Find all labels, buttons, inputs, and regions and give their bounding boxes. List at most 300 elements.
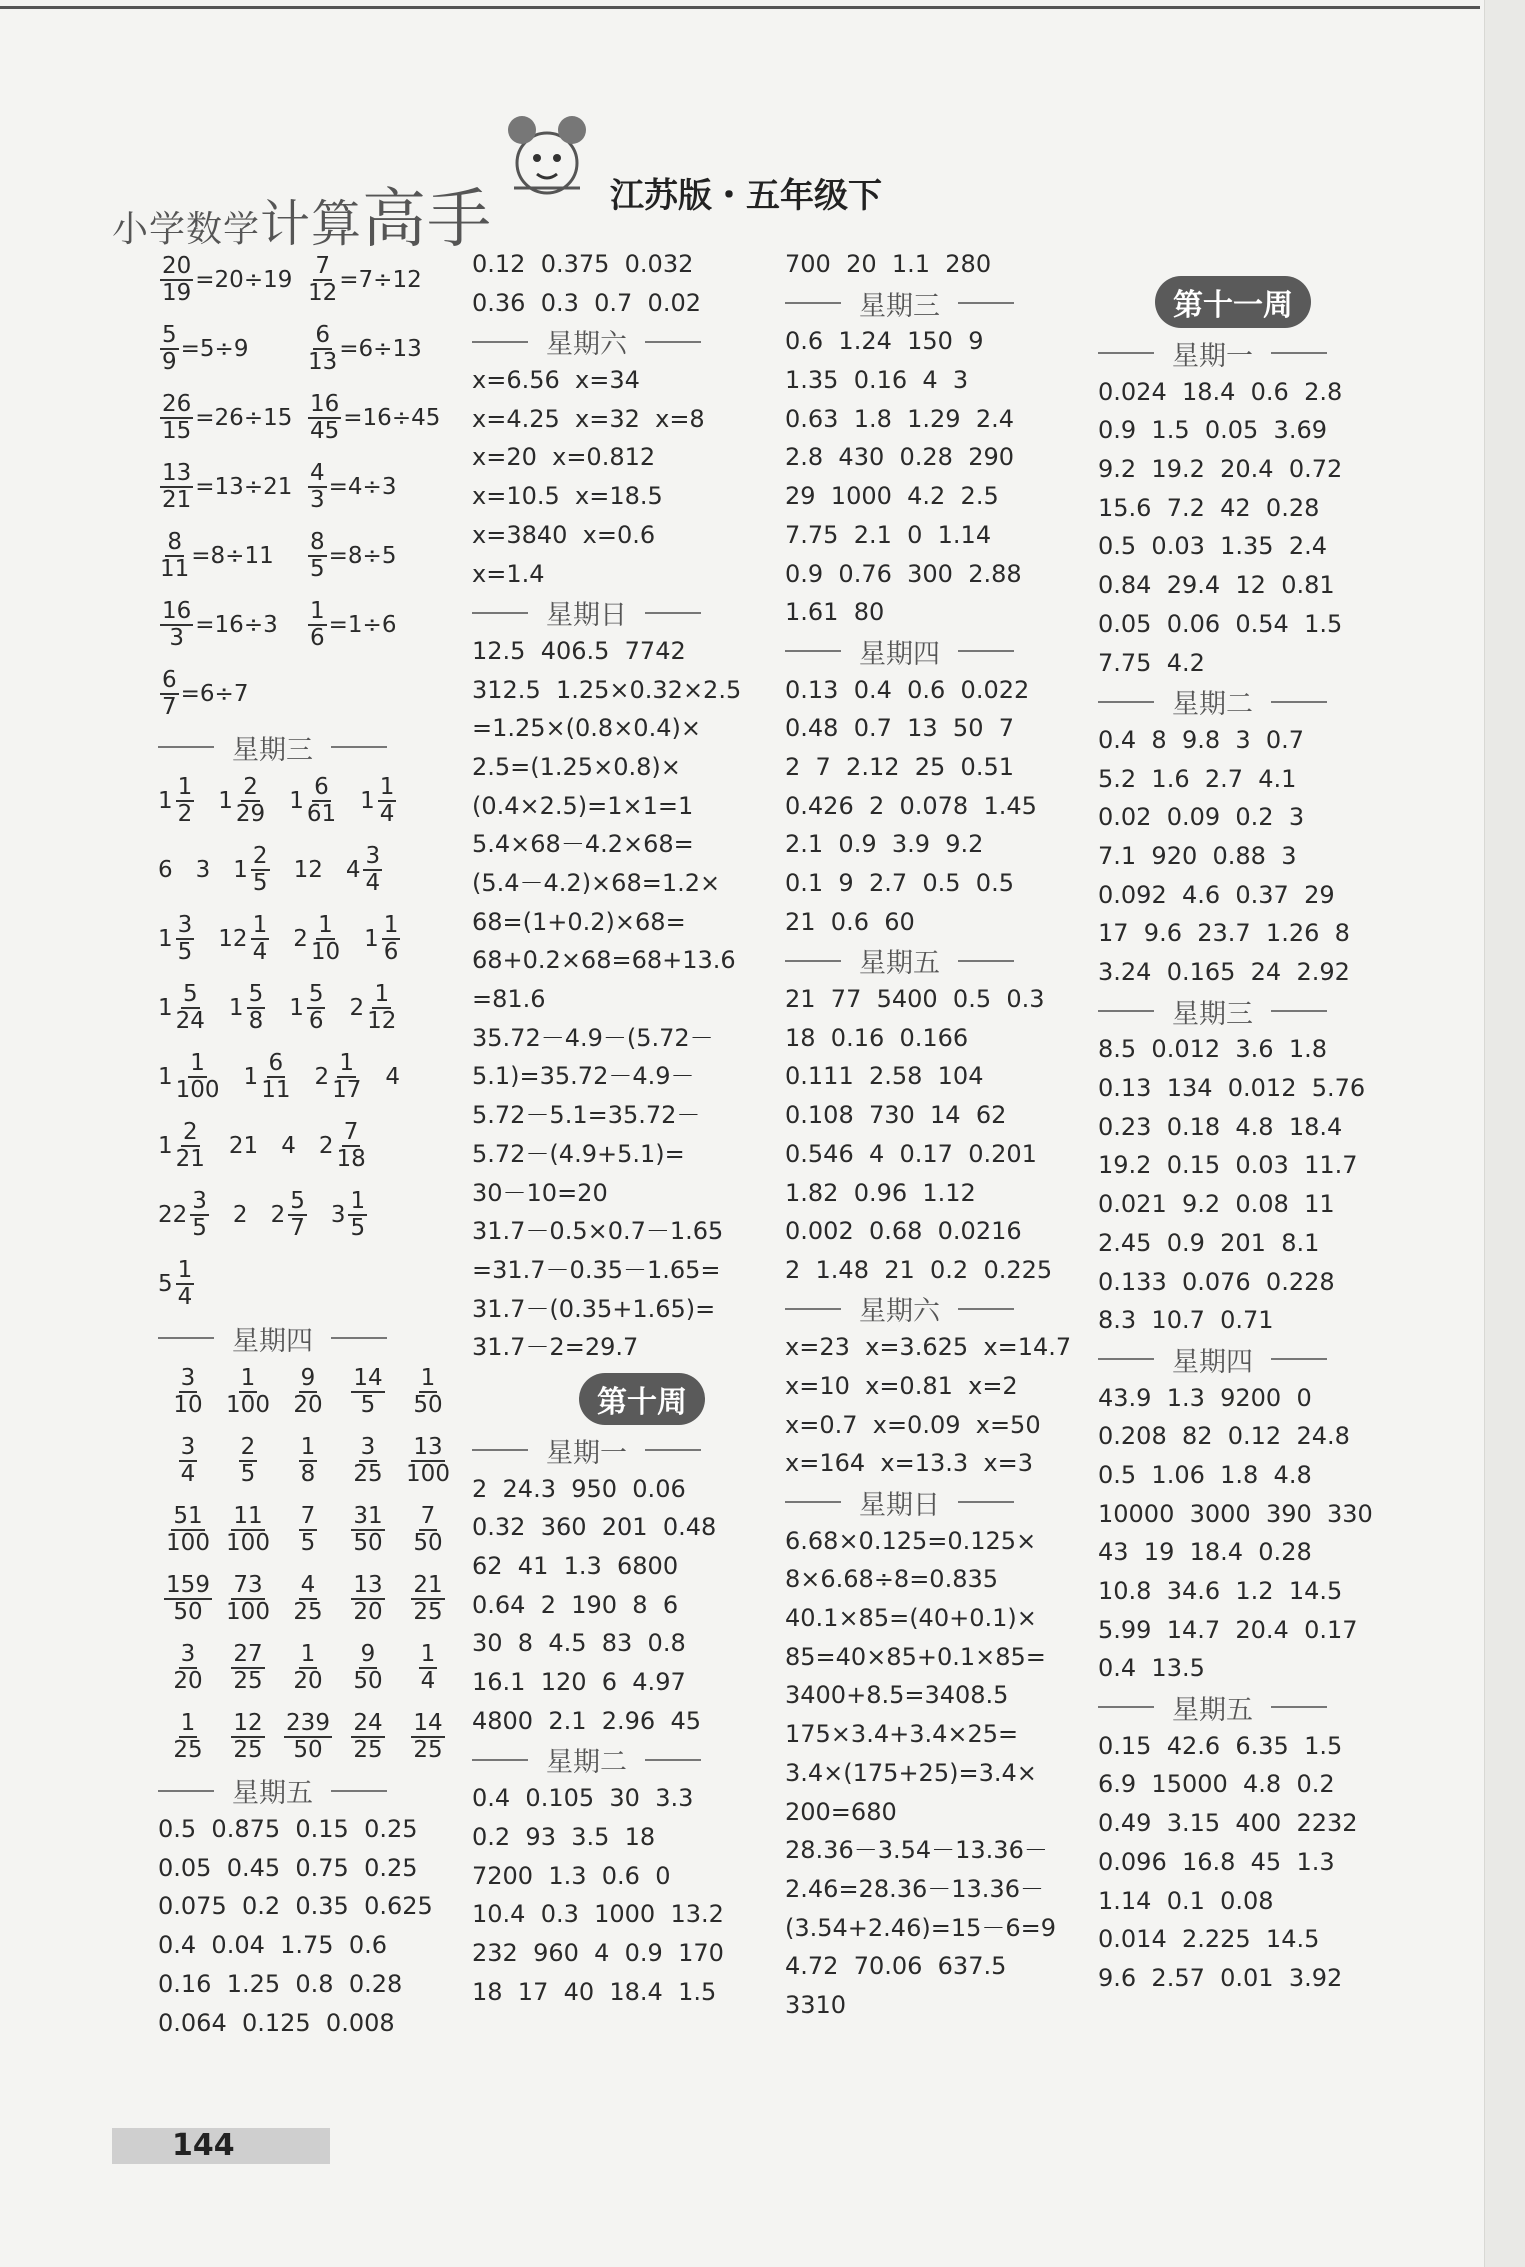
fraction	[231, 1640, 264, 1694]
numerator: 6	[314, 774, 329, 801]
answer-line: 30 8 4.5 83 0.8	[472, 1629, 686, 1658]
whole-part: 2	[270, 1202, 286, 1229]
answer-line: 2.5=(1.25×0.8)×	[472, 752, 681, 781]
fraction	[351, 1502, 384, 1556]
mixed-number-row	[158, 974, 458, 1043]
answer-line: 0.9 0.76 300 2.88	[785, 559, 1022, 588]
numerator: 9	[300, 1364, 316, 1391]
answer-line: x=164 x=13.3 x=3	[785, 1449, 1033, 1478]
fraction	[413, 1502, 443, 1556]
fraction	[299, 1433, 318, 1487]
answer-line: 0.4 8 9.8 3 0.7	[1098, 725, 1305, 754]
denominator: 19	[162, 279, 192, 306]
fraction-answer	[158, 1571, 218, 1625]
answer-line: 21 77 5400 0.5 0.3	[785, 985, 1045, 1014]
answer-line: 3.4×(175+25)=3.4×	[785, 1758, 1037, 1787]
answer-line: 5.1)=35.72－4.9－	[472, 1062, 695, 1091]
denominator: 21	[162, 486, 192, 513]
denominator: 100	[226, 1529, 270, 1556]
fraction-answer	[158, 1640, 218, 1694]
mixed-number	[281, 1133, 297, 1159]
numerator: 1	[310, 597, 325, 624]
equation-text: =16÷3	[195, 611, 278, 638]
mixed-number	[289, 776, 338, 826]
answer-line: 0.02 0.09 0.2 3	[1098, 803, 1305, 832]
numerator: 3	[180, 1364, 196, 1391]
equation-text: =13÷21	[195, 473, 293, 500]
denominator: 4	[177, 1284, 193, 1311]
fraction-answer	[338, 1709, 398, 1763]
fraction	[308, 528, 327, 582]
equation-text: =26÷15	[195, 404, 293, 431]
week-badge-10: 第十周	[579, 1373, 705, 1425]
numerator: 1	[177, 774, 193, 801]
fraction	[239, 1433, 258, 1487]
whole-part: 1	[158, 926, 173, 953]
answer-line: 0.075 0.2 0.35 0.625	[158, 1892, 433, 1921]
mixed-number	[158, 914, 196, 964]
answer-line: 30－10=20	[472, 1178, 608, 1207]
answer-line: 18 0.16 0.166	[785, 1023, 969, 1052]
denominator: 5	[177, 939, 193, 966]
fraction	[173, 1709, 203, 1763]
denominator: 13	[308, 348, 338, 375]
fraction	[351, 1364, 384, 1418]
answer-line: x=10.5 x=18.5	[472, 482, 663, 511]
denominator: 3	[169, 624, 184, 651]
fraction-row	[158, 1495, 458, 1564]
answer-line: 7200 1.3 0.6 0	[472, 1861, 671, 1890]
fraction	[353, 1433, 383, 1487]
mixed-number	[346, 845, 384, 895]
answer-line: 1.61 80	[785, 598, 885, 627]
answer-line: 0.36 0.3 0.7 0.02	[472, 288, 701, 317]
day-header-tue: 星期二	[472, 1740, 772, 1779]
whole-part: 1	[228, 995, 244, 1022]
answer-line: 0.23 0.18 4.8 18.4	[1098, 1112, 1343, 1141]
fraction-answer	[158, 1433, 218, 1487]
equation-text: =6÷13	[339, 335, 422, 362]
whole-part: 1	[364, 926, 379, 953]
answer-line: 16.1 120 6 4.97	[472, 1668, 686, 1697]
answer-line: 0.546 4 0.17 0.201	[785, 1139, 1037, 1168]
fraction-equation	[306, 390, 454, 444]
answer-line: 0.9 1.5 0.05 3.69	[1098, 416, 1327, 445]
numerator: 5	[290, 1188, 305, 1215]
answer-line: x=20 x=0.812	[472, 443, 656, 472]
numerator: 2	[252, 843, 268, 870]
whole-part: 1	[233, 857, 248, 884]
answer-line: 1.35 0.16 4 3	[785, 366, 969, 395]
numerator: 16	[310, 390, 340, 417]
fraction-answer	[278, 1364, 338, 1418]
fraction	[293, 1571, 323, 1625]
whole-part: 12	[293, 857, 323, 884]
mixed-number-row	[158, 1112, 458, 1181]
numerator: 4	[310, 459, 325, 486]
fraction	[348, 1190, 367, 1240]
fraction	[164, 1571, 212, 1625]
fraction-answer	[278, 1433, 338, 1487]
whole-part: 1	[158, 1133, 173, 1160]
numerator: 12	[233, 1709, 263, 1736]
fraction-answer	[398, 1640, 458, 1694]
fraction-answer	[398, 1571, 458, 1625]
answer-line: 0.111 2.58 104	[785, 1062, 984, 1091]
denominator: 6	[310, 624, 325, 651]
mixed-number	[218, 776, 267, 826]
answer-line: 5.99 14.7 20.4 0.17	[1098, 1615, 1358, 1644]
day-header-fri: 星期五	[1098, 1688, 1408, 1727]
numerator: 7	[420, 1502, 436, 1529]
fraction	[160, 321, 179, 375]
answer-line: 0.024 18.4 0.6 2.8	[1098, 377, 1343, 406]
equation-text: =4÷3	[328, 473, 397, 500]
fraction-row	[158, 1702, 458, 1771]
mixed-number	[196, 857, 212, 883]
fraction-answer	[398, 1433, 458, 1487]
answer-line: 7.75 2.1 0 1.14	[785, 520, 992, 549]
answer-line: 15.6 7.2 42 0.28	[1098, 493, 1320, 522]
answer-line: 175×3.4+3.4×25=	[785, 1720, 1019, 1749]
mixed-number-row	[158, 1043, 458, 1112]
fraction	[176, 1052, 220, 1102]
mixed-number	[158, 1259, 196, 1309]
denominator: 50	[353, 1667, 383, 1694]
fraction-answer	[278, 1571, 338, 1625]
fraction	[176, 1121, 205, 1171]
numerator: 13	[162, 459, 192, 486]
mixed-number	[293, 914, 342, 964]
answer-line: 10000 3000 390 330	[1098, 1499, 1373, 1528]
fraction	[173, 1640, 203, 1694]
denominator: 25	[413, 1598, 443, 1625]
fraction-answer	[278, 1640, 338, 1694]
answer-line: 21 0.6 60	[785, 907, 915, 936]
answer-line: x=6.56 x=34	[472, 366, 640, 395]
denominator: 25	[413, 1736, 443, 1763]
answer-line: 0.13 134 0.012 5.76	[1098, 1074, 1366, 1103]
page-number: 144	[172, 2128, 235, 2163]
answer-line: 0.021 9.2 0.08 11	[1098, 1190, 1335, 1219]
denominator: 25	[293, 1598, 323, 1625]
denominator: 5	[350, 1215, 366, 1242]
numerator: 5	[162, 321, 177, 348]
numerator: 1	[252, 912, 268, 939]
answer-line: 8.3 10.7 0.71	[1098, 1306, 1274, 1335]
fraction	[160, 252, 193, 306]
answer-line: 0.12 0.375 0.032	[472, 250, 694, 278]
answer-lines	[158, 1810, 458, 2042]
denominator: 100	[226, 1598, 270, 1625]
answer-line: 0.426 2 0.078 1.45	[785, 791, 1037, 820]
answer-line: (3.54+2.46)=15－6=9	[785, 1913, 1057, 1942]
whole-part: 6	[158, 857, 173, 884]
day-header-wed: 星期三	[1098, 992, 1408, 1031]
day-header-sun: 星期日	[785, 1483, 1085, 1522]
answer-line: 68+0.2×68=68+13.6	[472, 946, 736, 975]
answer-line: 28.36－3.54－13.36－	[785, 1836, 1048, 1865]
denominator: 20	[173, 1667, 203, 1694]
numerator: 7	[343, 1119, 359, 1146]
fraction-equation	[158, 597, 306, 651]
answer-line: 0.133 0.076 0.228	[1098, 1267, 1335, 1296]
denominator: 25	[353, 1460, 383, 1487]
fraction-row	[158, 452, 458, 521]
denominator: 50	[413, 1391, 443, 1418]
answer-line: x=1.4	[472, 559, 545, 588]
denominator: 4	[180, 1460, 196, 1487]
answer-line: 0.4 13.5	[1098, 1654, 1205, 1683]
whole-part: 21	[228, 1133, 259, 1160]
numerator: 159	[166, 1571, 210, 1598]
fraction	[160, 390, 193, 444]
denominator: 5	[300, 1529, 316, 1556]
answer-line: 3310	[785, 1990, 847, 2019]
answer-line: x=0.7 x=0.09 x=50	[785, 1410, 1041, 1439]
day-header-tue: 星期二	[1098, 682, 1408, 721]
numerator: 8	[310, 528, 325, 555]
numerator: 1	[383, 912, 399, 939]
whole-part: 12	[218, 926, 248, 953]
mixed-number-row	[158, 767, 458, 836]
fraction-answer	[158, 1364, 218, 1418]
denominator: 5	[252, 870, 268, 897]
mixed-number-row	[158, 1250, 458, 1319]
denominator: 7	[162, 693, 177, 720]
mixed-number	[158, 1121, 207, 1171]
equation-text: =8÷11	[191, 542, 274, 569]
answer-line: 2 1.48 21 0.2 0.225	[785, 1255, 1053, 1284]
denominator: 7	[290, 1215, 305, 1242]
answer-line: 0.092 4.6 0.37 29	[1098, 880, 1335, 909]
top-border	[0, 6, 1480, 9]
answer-line: 19.2 0.15 0.03 11.7	[1098, 1151, 1358, 1180]
mixed-number	[158, 776, 196, 826]
numerator: 3	[360, 1433, 376, 1460]
denominator: 12	[367, 1008, 397, 1035]
whole-part: 2	[293, 926, 308, 953]
fraction	[308, 390, 341, 444]
fraction	[176, 1259, 195, 1309]
day-header-thu: 星期四	[785, 632, 1085, 671]
fraction-equation	[158, 666, 306, 720]
fraction-answer	[158, 1502, 218, 1556]
mixed-number	[218, 914, 271, 964]
whole-part: 1	[158, 995, 173, 1022]
fraction	[332, 1052, 361, 1102]
whole-part: 1	[360, 788, 375, 815]
answer-line: 0.32 360 201 0.48	[472, 1513, 717, 1542]
denominator: 6	[383, 939, 399, 966]
fraction	[226, 1571, 270, 1625]
fraction	[176, 776, 195, 826]
fraction	[284, 1709, 332, 1763]
answer-line: 5.72－5.1=35.72－	[472, 1101, 701, 1130]
answer-line: 0.4 0.04 1.75 0.6	[158, 1931, 387, 1960]
numerator: 31	[353, 1502, 383, 1529]
answer-line: 6.9 15000 4.8 0.2	[1098, 1770, 1335, 1799]
numerator: 1	[318, 912, 333, 939]
answer-line: 0.096 16.8 45 1.3	[1098, 1847, 1335, 1876]
whole-part: 1	[158, 1064, 173, 1091]
fraction-row	[158, 1426, 458, 1495]
answer-line: 1.14 0.1 0.08	[1098, 1886, 1274, 1915]
answer-line: 0.064 0.125 0.008	[158, 2008, 395, 2037]
equation-text: =1÷6	[328, 611, 397, 638]
numerator: 239	[286, 1709, 330, 1736]
answer-line: 0.5 1.06 1.8 4.8	[1098, 1460, 1312, 1489]
denominator: 8	[300, 1460, 316, 1487]
column-4	[1098, 270, 1408, 1998]
answer-line: 10.8 34.6 1.2 14.5	[1098, 1577, 1343, 1605]
answer-line: 0.05 0.45 0.75 0.25	[158, 1853, 418, 1882]
answer-line: 0.13 0.4 0.6 0.022	[785, 675, 1030, 704]
denominator: 50	[413, 1529, 443, 1556]
series-title-small: 小学数学	[112, 209, 261, 250]
numerator: 1	[374, 981, 390, 1008]
column-2	[472, 245, 772, 2011]
fraction	[288, 1190, 307, 1240]
mixed-number	[331, 1190, 369, 1240]
fraction	[261, 1052, 290, 1102]
day-header-fri: 星期五	[158, 1771, 458, 1810]
mixed-number	[158, 983, 207, 1033]
mixed-number-block	[158, 767, 458, 1319]
numerator: 3	[180, 1640, 196, 1667]
numerator: 24	[353, 1709, 383, 1736]
numerator: 14	[413, 1709, 443, 1736]
day-header-thu: 星期四	[158, 1319, 458, 1358]
answer-line: 0.63 1.8 1.29 2.4	[785, 404, 1014, 433]
whole-part: 3	[330, 1202, 346, 1229]
page-number-tab	[112, 2124, 330, 2168]
fraction	[411, 1571, 444, 1625]
column-3	[785, 245, 1085, 2025]
fraction-row	[158, 521, 458, 590]
answer-line: 8×6.68÷8=0.835	[785, 1565, 999, 1594]
answer-line: 2 24.3 950 0.06	[472, 1474, 686, 1503]
mixed-number	[233, 1202, 249, 1228]
fraction	[293, 1364, 323, 1418]
fraction-answer	[338, 1571, 398, 1625]
answer-line: 2.8 430 0.28 290	[785, 443, 1014, 472]
answer-line: 3.24 0.165 24 2.92	[1098, 958, 1350, 986]
mixed-number	[294, 857, 324, 883]
mixed-number	[229, 1133, 259, 1159]
fraction-answer	[398, 1364, 458, 1418]
fraction-equation	[306, 321, 454, 375]
numerator: 51	[173, 1502, 203, 1529]
fraction	[160, 459, 193, 513]
denominator: 15	[162, 417, 192, 444]
answer-line: x=3840 x=0.6	[472, 520, 656, 549]
answer-line: 0.1 9 2.7 0.5 0.5	[785, 869, 1014, 897]
numerator: 5	[182, 981, 198, 1008]
answer-line: 5.2 1.6 2.7 4.1	[1098, 764, 1297, 793]
denominator: 4	[420, 1667, 436, 1694]
day-header-sat: 星期六	[785, 1290, 1085, 1329]
denominator: 5	[192, 1215, 207, 1242]
fraction-answer	[218, 1709, 278, 1763]
answer-line: 8.5 0.012 3.6 1.8	[1098, 1035, 1327, 1064]
mixed-number	[289, 983, 327, 1033]
answer-line: 7.1 920 0.88 3	[1098, 841, 1297, 870]
fraction-answer	[338, 1433, 398, 1487]
denominator: 5	[360, 1391, 376, 1418]
fraction-division-block	[158, 245, 458, 728]
mixed-number	[233, 845, 271, 895]
numerator: 1	[300, 1433, 316, 1460]
fraction-row	[158, 1633, 458, 1702]
day-header-sun: 星期日	[472, 593, 772, 632]
answer-line: 0.6 1.24 150 9	[785, 327, 984, 356]
answer-line: 35.72－4.9－(5.72－	[472, 1023, 714, 1052]
mixed-number	[158, 857, 174, 883]
fraction	[367, 983, 396, 1033]
fraction-answer-block	[158, 1357, 458, 1771]
fraction-equation	[158, 459, 306, 513]
fraction	[336, 1121, 365, 1171]
denominator: 18	[336, 1146, 366, 1173]
fraction	[307, 776, 336, 826]
whole-part: 1	[289, 788, 304, 815]
numerator: 73	[233, 1571, 263, 1598]
whole-part: 4	[281, 1133, 296, 1160]
fraction	[308, 252, 338, 306]
numerator: 1	[420, 1640, 436, 1667]
whole-part: 3	[195, 857, 211, 884]
fraction	[160, 528, 190, 582]
answer-line: 700 20 1.1 280	[785, 250, 992, 278]
numerator: 26	[162, 390, 192, 417]
whole-part: 1	[289, 995, 304, 1022]
answer-line: 0.05 0.06 0.54 1.5	[1098, 609, 1343, 638]
fraction	[308, 321, 338, 375]
answer-line: 43 19 18.4 0.28	[1098, 1538, 1312, 1567]
denominator: 5	[240, 1460, 256, 1487]
denominator: 8	[248, 1008, 264, 1035]
denominator: 10	[310, 939, 341, 966]
numerator: 11	[233, 1502, 263, 1529]
answer-line: 0.16 1.25 0.8 0.28	[158, 1969, 403, 1998]
mixed-number	[385, 1064, 401, 1090]
denominator: 100	[175, 1077, 220, 1104]
page-header	[112, 108, 1112, 257]
equation-text: =6÷7	[180, 680, 249, 707]
fraction-answer	[218, 1640, 278, 1694]
answer-line: 0.48 0.7 13 50 7	[785, 714, 1014, 743]
numerator: 1	[420, 1364, 436, 1391]
day-header-mon: 星期一	[1098, 334, 1408, 373]
answer-line: 29 1000 4.2 2.5	[785, 482, 999, 511]
fraction-answer	[278, 1709, 338, 1763]
answer-line: x=23 x=3.625 x=14.7	[785, 1333, 1072, 1362]
denominator: 45	[310, 417, 340, 444]
fraction-answer	[218, 1364, 278, 1418]
mixed-number-row	[158, 1181, 458, 1250]
fraction-row	[158, 314, 458, 383]
fraction	[308, 597, 327, 651]
numerator: 6	[315, 321, 330, 348]
denominator: 50	[353, 1529, 383, 1556]
denominator: 11	[160, 555, 190, 582]
numerator: 8	[167, 528, 182, 555]
denominator: 100	[166, 1529, 210, 1556]
fraction-equation	[158, 252, 306, 306]
fraction-answer	[278, 1502, 338, 1556]
answer-line: 0.4 0.105 30 3.3	[472, 1784, 694, 1813]
